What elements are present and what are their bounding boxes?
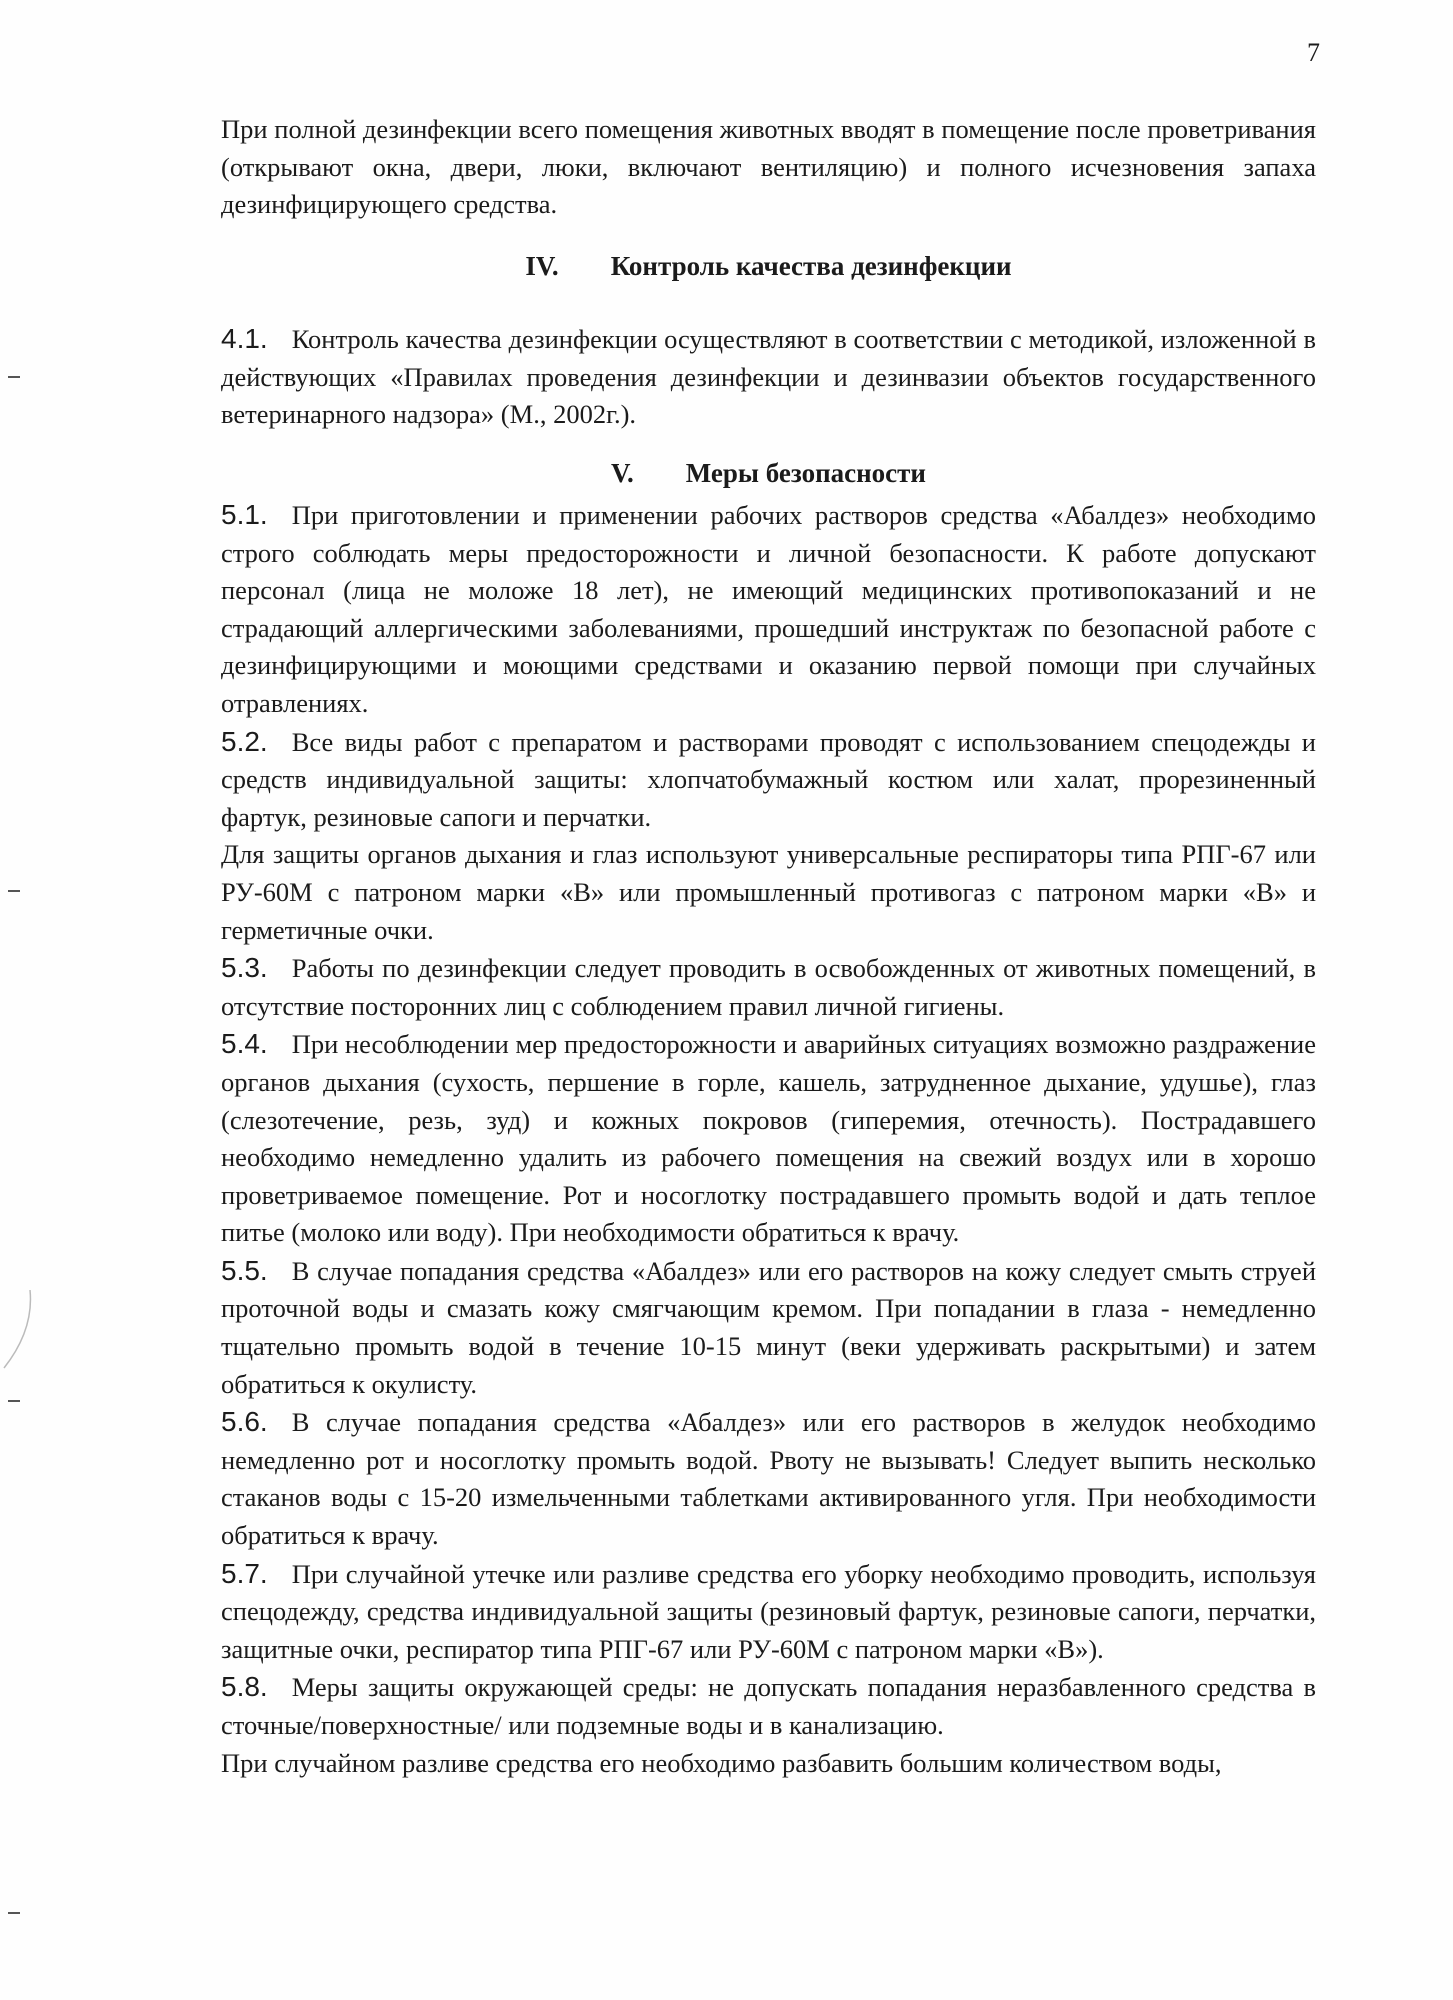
paragraph-5-6-text: В случае попадания средства «Абалдез» или его растворов в желудок необходимо немедленно рот и носоглотку промыть водой. Рвоту не вызывать! Следует выпить несколько стаканов воды с 15-20 измельченными таблетками активированного угля. При необходимости обратиться к врачу. xyxy=(221,1407,1316,1551)
paragraph-5-2-text: Все виды работ с препаратом и растворами проводят с использованием спецодежды и средств индивидуальной защиты: хлопчатобумажный костюм или халат, прорезиненный фартук, резиновые сапоги и перчатки. xyxy=(221,726,1316,832)
paragraph-5-1-number: 5.1. xyxy=(221,499,268,530)
section-4-title: Контроль качества дезинфекции xyxy=(610,251,1012,281)
paragraph-5-6 xyxy=(221,1403,1316,1554)
paragraph-5-8-extra: При случайном разливе средства его необходимо разбавить большим количеством воды, xyxy=(221,1747,1222,1778)
section-5-title: Меры безопасности xyxy=(685,458,926,488)
section-4-numeral: IV. xyxy=(525,251,559,281)
paragraph-5-5-number: 5.5. xyxy=(221,1254,268,1286)
paragraph-5-3 xyxy=(221,949,1316,1025)
paragraph-5-6-number: 5.6. xyxy=(221,1406,268,1438)
paragraph-5-1 xyxy=(221,496,1316,723)
section-5-heading xyxy=(221,458,1316,489)
binding-mark xyxy=(8,376,20,378)
section-4-heading xyxy=(221,251,1316,282)
paragraph-5-2-extra: Для защиты органов дыхания и глаз используют универсальные респираторы типа РПГ-67 или РУ-60М с патроном марки «В» или промышленный противогаз с патроном марки «В» и герметичные очки. xyxy=(221,839,1316,945)
section-5-numeral: V. xyxy=(611,458,634,488)
paragraph-4-1-text: Контроль качества дезинфекции осуществляют в соответствии с методикой, изложенной в действующих «Правилах проведения дезинфекции и дезинвазии объектов государственного ветеринарного надзора» (М., 2002г.). xyxy=(221,324,1316,430)
paragraph-5-4-number: 5.4. xyxy=(221,1028,268,1060)
paragraph-5-5-text: В случае попадания средства «Абалдез» или его растворов на кожу следует смыть струей проточной воды и смазать кожу смягчающим кремом. При попадании в глаза - немедленно тщательно промыть водой в течение 10-15 минут (веки удерживать раскрытыми) и затем обратиться к окулисту. xyxy=(221,1255,1316,1399)
scan-artifact-curve xyxy=(0,1290,40,1370)
paragraph-5-7-text: При случайной утечке или разливе средства его уборку необходимо проводить, используя спецодежду, средства индивидуальной защиты (резиновый фартук, резиновые сапоги, перчатки, защитные очки, респиратор типа РПГ-67 или РУ-60М с патроном марки «В»). xyxy=(221,1558,1316,1664)
paragraph-4-1-number: 4.1. xyxy=(221,323,268,354)
paragraph-5-8 xyxy=(221,1668,1316,1744)
paragraph-5-7-number: 5.7. xyxy=(221,1557,268,1589)
binding-mark xyxy=(8,1400,20,1402)
paragraph-5-3-number: 5.3. xyxy=(221,952,268,984)
paragraph-5-8-number: 5.8. xyxy=(221,1671,268,1703)
page-number: 7 xyxy=(1307,38,1320,67)
paragraph-5-3-text: Работы по дезинфекции следует проводить в освобожденных от животных помещений, в отсутствие посторонних лиц с соблюдением правил личной гигиены. xyxy=(221,953,1316,1021)
paragraph-5-7 xyxy=(221,1555,1316,1669)
intro-text: При полной дезинфекции всего помещения животных вводят в помещение после проветривания (открывают окна, двери, люки, включают вентиляцию) и полного исчезновения запаха дезинфицирующего средства. xyxy=(221,114,1316,220)
paragraph-5-5 xyxy=(221,1252,1316,1403)
paragraph-5-2 xyxy=(221,723,1316,837)
paragraph-5-8-text: Меры защиты окружающей среды: не допускать попадания неразбавленного средства в сточные/поверхностные/ или подземные воды и в канализацию. xyxy=(221,1672,1316,1740)
section-5-body xyxy=(221,496,1316,1782)
paragraph-5-4-text: При несоблюдении мер предосторожности и аварийных ситуациях возможно раздражение органов дыхания (сухость, першение в горле, кашель, затрудненное дыхание, удушье), глаз (слезотечение, резь, зуд) и кожных покровов (гиперемия, отечность). Пострадавшего необходимо немедленно удалить из рабочего помещения на свежий воздух или в хорошо проветриваемое помещение. Рот и носоглотку пострадавшего промыть водой и дать теплое питье (молоко или воду). При необходимости обратиться к врачу. xyxy=(221,1029,1316,1248)
paragraph-5-4 xyxy=(221,1025,1316,1252)
paragraph-5-1-text: При приготовлении и применении рабочих растворов средства «Абалдез» необходимо строго соблюдать меры предосторожности и личной безопасности. К работе допускают персонал (лица не моложе 18 лет), не имеющий медицинских противопоказаний и не страдающий аллергическими заболеваниями, прошедший инструктаж по безопасной работе с дезинфицирующими и моющими средствами и оказанию первой помощи при случайных отравлениях. xyxy=(221,500,1316,718)
paragraph-4-1 xyxy=(221,320,1316,434)
binding-mark xyxy=(8,1912,20,1914)
binding-mark xyxy=(8,890,20,892)
paragraph-5-2-number: 5.2. xyxy=(221,725,268,757)
intro-paragraph xyxy=(221,111,1316,224)
